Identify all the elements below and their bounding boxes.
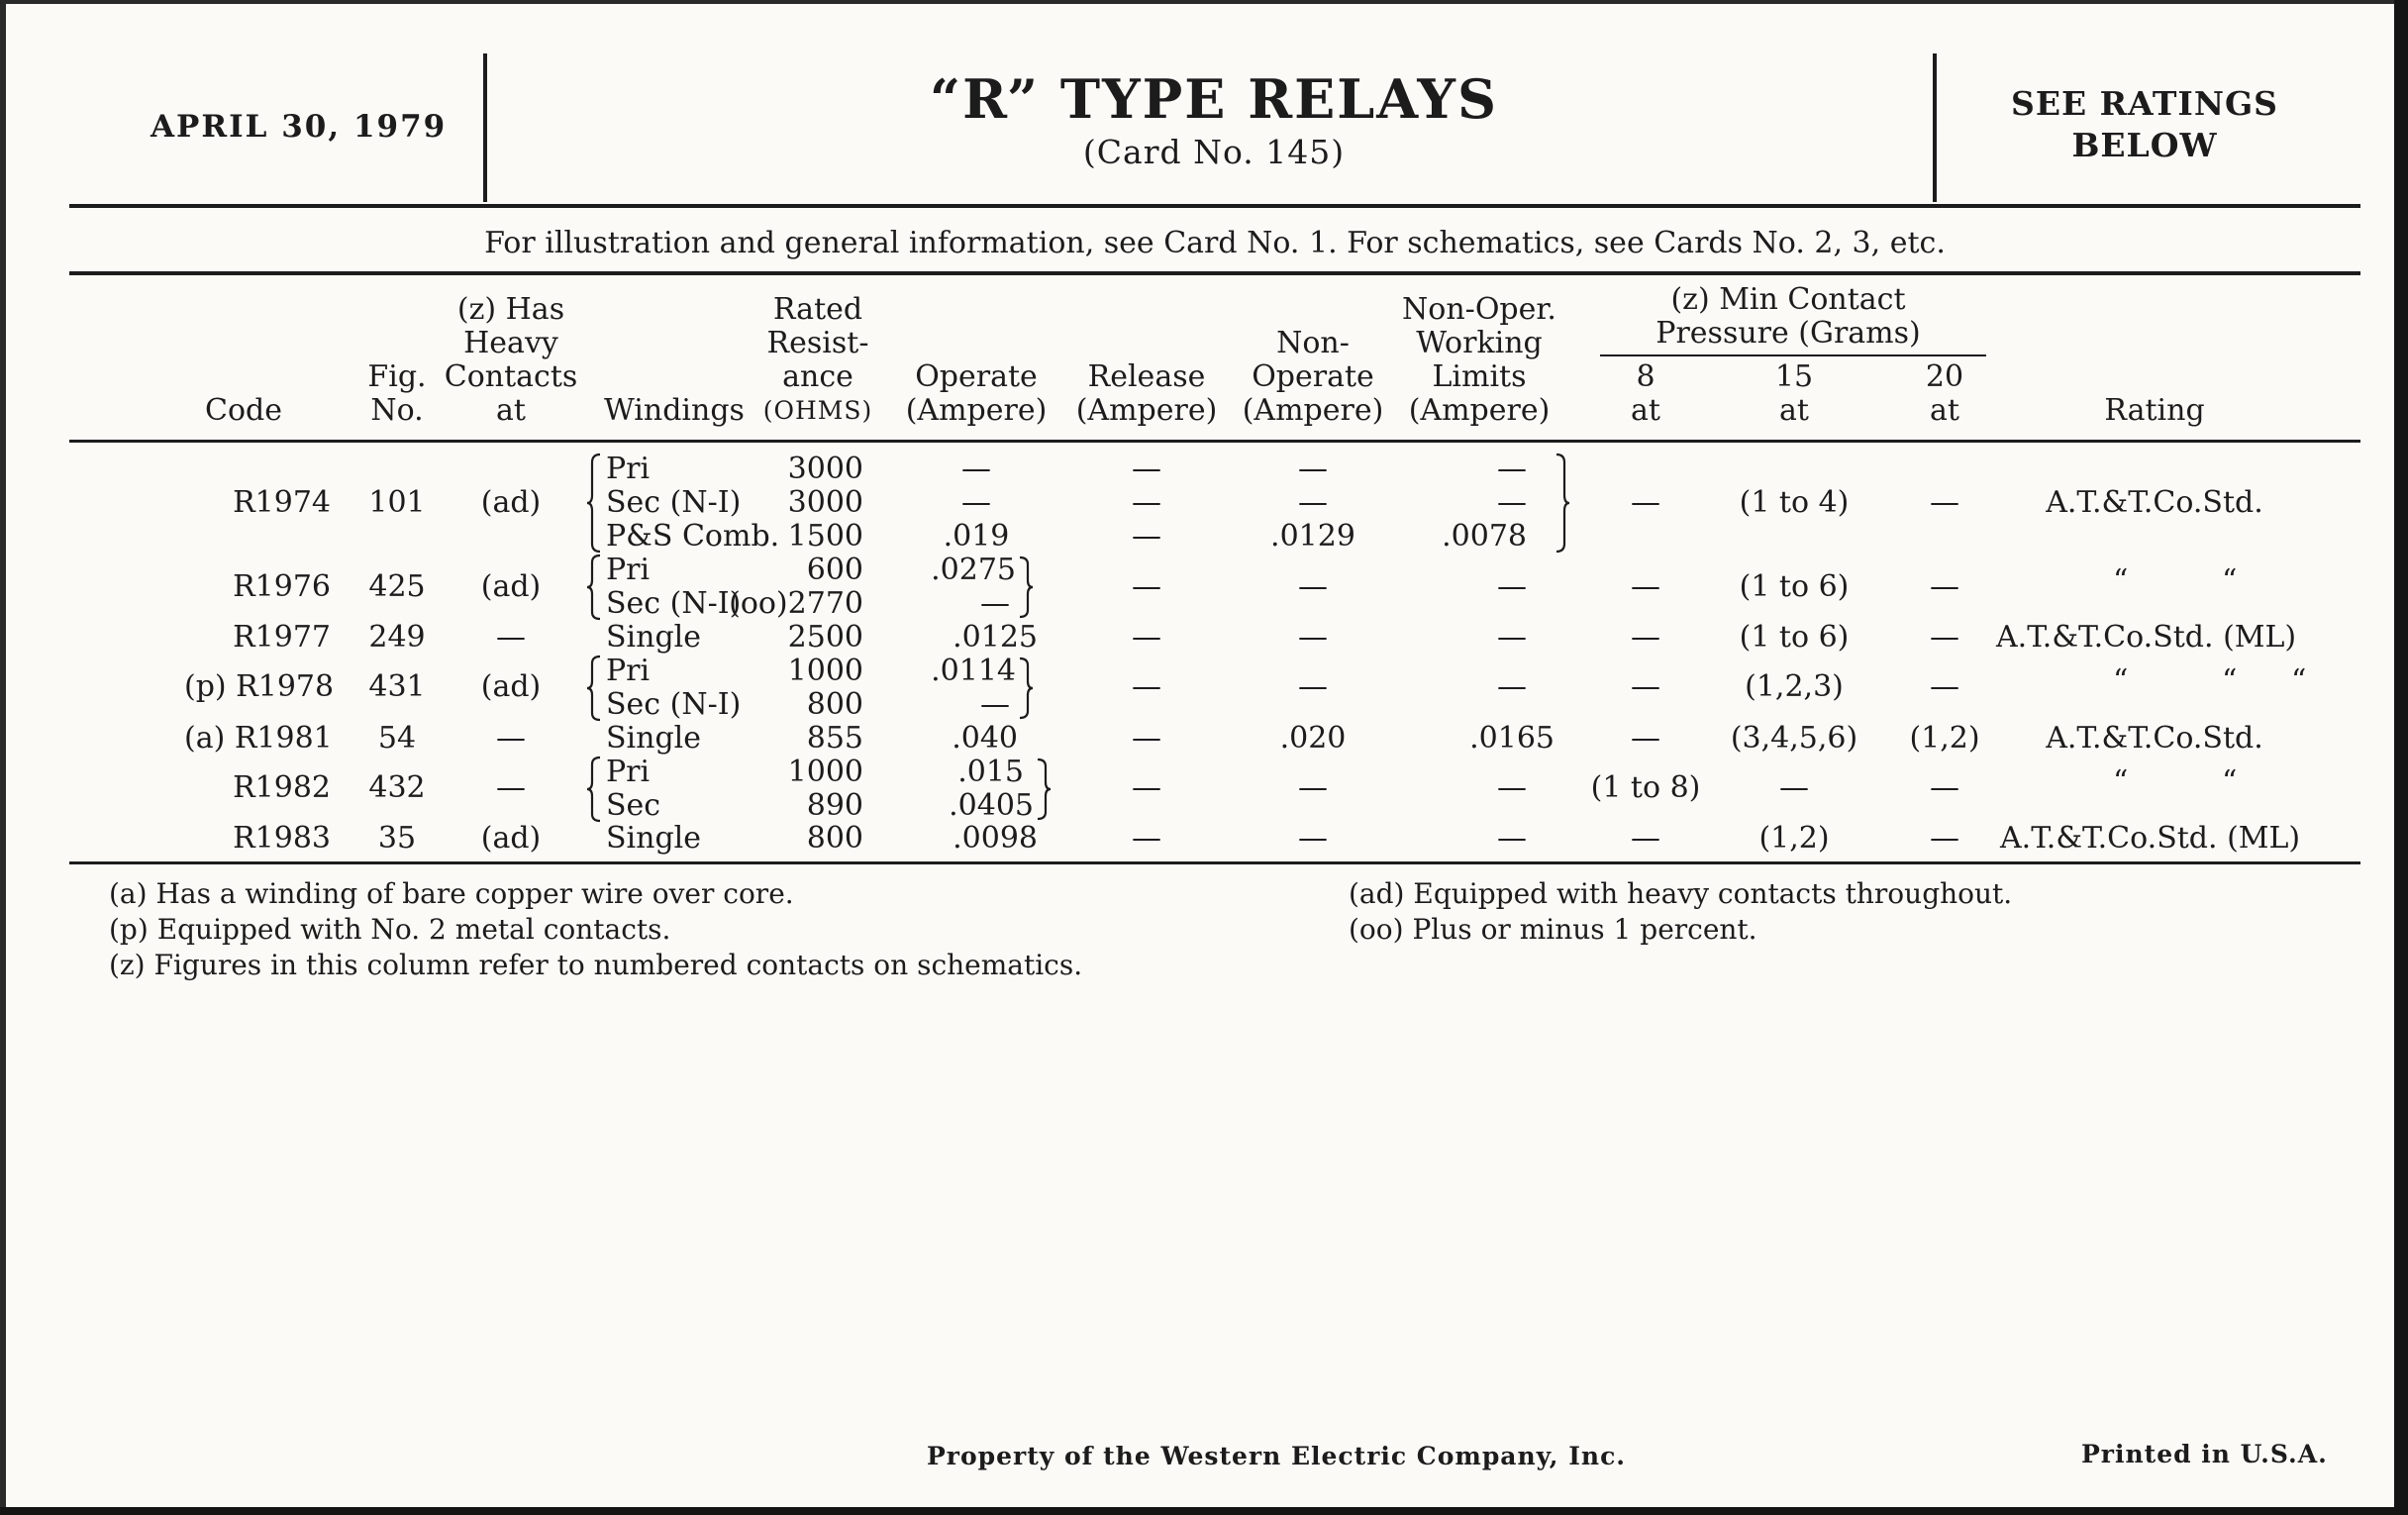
- working-limit-cell: .0078: [1442, 519, 1527, 554]
- rating-cell: A.T.&T.Co.Std.: [2046, 721, 2263, 756]
- ohms-cell: 2500: [787, 620, 863, 655]
- release-cell: —: [1132, 721, 1161, 756]
- non-operate-cell: —: [1298, 569, 1328, 604]
- col-windings: Windings: [604, 393, 745, 428]
- ohms-cell: 1000: [787, 654, 863, 688]
- footnote-z: (z) Figures in this column refer to numbered contacts on schematics.: [109, 949, 1083, 981]
- col-nonoper-working-limits: Non-Oper. Working Limits (Ampere): [1402, 292, 1556, 428]
- working-limit-cell: —: [1497, 485, 1527, 520]
- left-brace: [586, 756, 602, 823]
- fig-cell: 35: [377, 821, 417, 856]
- code-cell: R1982: [233, 770, 331, 805]
- code-cell: R1974: [233, 485, 331, 520]
- left-brace: [586, 453, 602, 554]
- col-rated-resistance: Rated Resist- ance (OHMS): [762, 292, 873, 425]
- grams-15-cell: (1 to 4): [1739, 485, 1850, 520]
- operate-cell: .0125: [953, 620, 1038, 655]
- grams-15-cell: (3,4,5,6): [1730, 721, 1858, 756]
- grams-8-cell: —: [1631, 485, 1660, 520]
- ohms-cell: 1500: [787, 519, 863, 554]
- operate-cell: .0098: [953, 821, 1038, 856]
- right-brace: [1018, 656, 1034, 720]
- winding-cell: Single: [606, 821, 702, 856]
- winding-cell: Pri: [606, 452, 651, 486]
- col-fig: Fig. No.: [367, 359, 427, 428]
- col-heavy-contacts: (z) Has Heavy Contacts at: [444, 292, 578, 428]
- winding-cell: Pri: [606, 553, 651, 587]
- grams-20-cell: —: [1930, 770, 1959, 805]
- ohms-cell: 3000: [787, 452, 863, 486]
- grams-20-cell: —: [1930, 620, 1959, 655]
- ohms-cell: 855: [806, 721, 863, 756]
- operate-cell: .040: [952, 721, 1018, 756]
- fig-cell: 249: [368, 620, 426, 655]
- card-date: APRIL 30, 1979: [150, 109, 448, 145]
- left-brace: [586, 655, 602, 722]
- winding-cell: Single: [606, 620, 702, 655]
- grams-20-cell: —: [1930, 569, 1959, 604]
- col-20-grams: 20 at: [1925, 359, 1964, 428]
- fig-cell: 431: [368, 669, 426, 704]
- info-line: For illustration and general information, see Card No. 1. For schematics, see Cards No. 2, 3, etc.: [484, 226, 1946, 260]
- release-cell: —: [1132, 452, 1161, 486]
- winding-cell: Sec: [606, 788, 661, 823]
- ditto-mark: “: [2113, 764, 2129, 799]
- non-operate-cell: —: [1298, 821, 1328, 856]
- grams-8-cell: —: [1631, 569, 1660, 604]
- code-cell: R1977: [233, 620, 331, 655]
- winding-cell: Sec (N-I): [606, 586, 742, 621]
- winding-cell: Sec (N-I): [606, 485, 742, 520]
- code-cell: R1983: [233, 821, 331, 856]
- heavy-cell: (ad): [480, 669, 542, 704]
- non-operate-cell: —: [1298, 669, 1328, 704]
- footnote-oo: (oo) Plus or minus 1 percent.: [1349, 913, 1757, 946]
- working-limit-cell: —: [1497, 452, 1527, 486]
- column-header-rule: [69, 440, 2360, 443]
- release-cell: —: [1132, 620, 1161, 655]
- grams-8-cell: —: [1631, 721, 1660, 756]
- working-limit-cell: —: [1497, 569, 1527, 604]
- info-rule: [69, 271, 2360, 275]
- code-cell: (a) R1981: [184, 721, 333, 756]
- right-brace: [1555, 453, 1570, 554]
- grams-8-cell: (1 to 8): [1590, 770, 1701, 805]
- winding-cell: Sec (N-I): [606, 687, 742, 722]
- release-cell: —: [1132, 485, 1161, 520]
- heavy-cell: (ad): [480, 569, 542, 604]
- col-8-grams: 8 at: [1631, 359, 1660, 428]
- release-cell: —: [1132, 519, 1161, 554]
- card-number: (Card No. 145): [1082, 133, 1346, 171]
- left-brace: [586, 554, 602, 621]
- col-min-contact-pressure: (z) Min Contact Pressure (Grams): [1656, 282, 1921, 351]
- ohms-cell: 890: [806, 788, 863, 823]
- grams-15-cell: (1 to 6): [1739, 620, 1850, 655]
- non-operate-cell: —: [1298, 485, 1328, 520]
- grams-15-cell: (1 to 6): [1739, 569, 1850, 604]
- operate-cell: —: [961, 485, 991, 520]
- non-operate-cell: .0129: [1270, 519, 1355, 554]
- working-limit-cell: —: [1497, 620, 1527, 655]
- operate-cell: .015: [957, 755, 1024, 789]
- ohms-cell: 1000: [787, 755, 863, 789]
- page-title: “R” TYPE RELAYS: [930, 67, 1498, 131]
- header-divider-left: [483, 53, 487, 202]
- ohms-cell: 600: [806, 553, 863, 587]
- grams-15-cell: —: [1779, 770, 1809, 805]
- code-cell: (p) R1978: [184, 669, 335, 704]
- col-non-operate: Non- Operate (Ampere): [1242, 326, 1384, 428]
- operate-cell: .019: [943, 519, 1010, 554]
- operate-cell: —: [980, 687, 1010, 722]
- footnote-p: (p) Equipped with No. 2 metal contacts.: [109, 913, 671, 946]
- working-limit-cell: —: [1497, 669, 1527, 704]
- grams-20-cell: —: [1930, 821, 1959, 856]
- working-limit-cell: —: [1497, 821, 1527, 856]
- ditto-mark: “: [2113, 563, 2129, 598]
- ohms-cell: 3000: [787, 485, 863, 520]
- ohms-cell: (oo)2770: [729, 586, 863, 621]
- winding-cell: Pri: [606, 755, 651, 789]
- ditto-mark: “: [2113, 663, 2129, 698]
- heavy-cell: (ad): [480, 821, 542, 856]
- heavy-cell: —: [496, 770, 526, 805]
- fig-cell: 432: [368, 770, 426, 805]
- rating-cell: A.T.&T.Co.Std. (ML): [1996, 620, 2297, 655]
- working-limit-cell: —: [1497, 770, 1527, 805]
- min-contact-rule: [1600, 354, 1986, 356]
- release-cell: —: [1132, 569, 1161, 604]
- grams-20-cell: —: [1930, 669, 1959, 704]
- footnote-a: (a) Has a winding of bare copper wire over core.: [109, 877, 794, 910]
- heavy-cell: —: [496, 721, 526, 756]
- right-brace: [1036, 758, 1052, 821]
- code-cell: R1976: [233, 569, 331, 604]
- fig-cell: 425: [368, 569, 426, 604]
- non-operate-cell: —: [1298, 770, 1328, 805]
- col-code: Code: [205, 393, 282, 428]
- col-15-grams: 15 at: [1774, 359, 1814, 428]
- grams-8-cell: —: [1631, 620, 1660, 655]
- header-rule: [69, 204, 2360, 208]
- grams-15-cell: (1,2,3): [1745, 669, 1844, 704]
- release-cell: —: [1132, 821, 1161, 856]
- see-ratings-note: SEE RATINGS BELOW: [2010, 84, 2279, 164]
- winding-cell: Pri: [606, 654, 651, 688]
- fig-cell: 101: [368, 485, 426, 520]
- rating-cell: A.T.&T.Co.Std.: [2046, 485, 2263, 520]
- grams-15-cell: (1,2): [1758, 821, 1830, 856]
- non-operate-cell: —: [1298, 620, 1328, 655]
- heavy-cell: (ad): [480, 485, 542, 520]
- grams-8-cell: —: [1631, 669, 1660, 704]
- col-release: Release (Ampere): [1075, 359, 1218, 428]
- col-rating: Rating: [2104, 393, 2205, 428]
- release-cell: —: [1132, 770, 1161, 805]
- ditto-mark: “: [2222, 663, 2238, 698]
- ditto-mark: “: [2291, 663, 2307, 698]
- printed-notice: Printed in U.S.A.: [2081, 1440, 2328, 1468]
- grams-8-cell: —: [1631, 821, 1660, 856]
- operate-cell: .0405: [949, 788, 1034, 823]
- operate-cell: —: [980, 586, 1010, 621]
- winding-cell: Single: [606, 721, 702, 756]
- col-operate: Operate (Ampere): [905, 359, 1048, 428]
- operate-cell: .0114: [931, 654, 1016, 688]
- ohms-cell: 800: [806, 687, 863, 722]
- operate-cell: —: [961, 452, 991, 486]
- non-operate-cell: .020: [1279, 721, 1347, 756]
- working-limit-cell: .0165: [1469, 721, 1555, 756]
- table-bottom-rule: [69, 861, 2360, 864]
- rating-cell: A.T.&T.Co.Std. (ML): [2000, 821, 2301, 856]
- grams-20-cell: —: [1930, 485, 1959, 520]
- release-cell: —: [1132, 669, 1161, 704]
- right-brace: [1018, 556, 1034, 619]
- ohms-cell: 800: [806, 821, 863, 856]
- footnote-ad: (ad) Equipped with heavy contacts throughout.: [1349, 877, 2013, 910]
- property-notice: Property of the Western Electric Company, Inc.: [927, 1442, 1627, 1470]
- grams-20-cell: (1,2): [1909, 721, 1980, 756]
- heavy-cell: —: [496, 620, 526, 655]
- fig-cell: 54: [377, 721, 417, 756]
- operate-cell: .0275: [931, 553, 1016, 587]
- ditto-mark: “: [2222, 563, 2238, 598]
- non-operate-cell: —: [1298, 452, 1328, 486]
- winding-cell: P&S Comb.: [606, 519, 780, 554]
- ditto-mark: “: [2222, 764, 2238, 799]
